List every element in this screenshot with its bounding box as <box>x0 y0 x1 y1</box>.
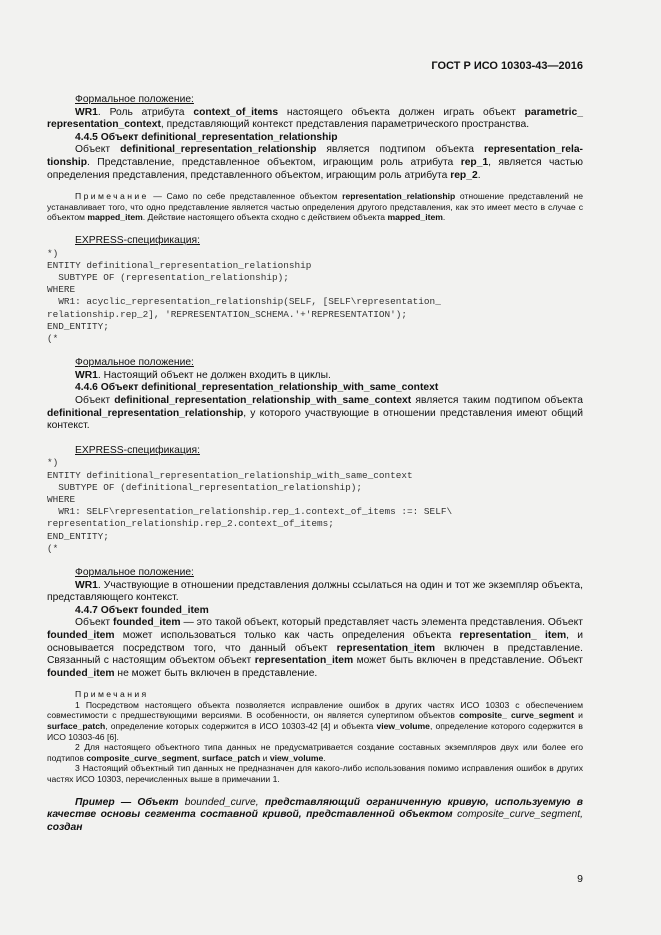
section-4-4-7-title: 4.4.7 Объект founded_item <box>75 604 209 616</box>
section-4-4-5-title: 4.4.5 Объект definitional_representation_relationship <box>75 131 338 143</box>
page-content <box>47 94 583 834</box>
express-heading-2: EXPRESS-спецификация: <box>75 444 200 456</box>
section-4-4-5-text: Объект definitional_representation_relationship является подтипом объекта representation_relationship. Представление, представленное объектом, играющим роль атрибута rep_1, является частью определения представления, представленного объектом, играющим роль атрибута rep_2. <box>47 144 583 181</box>
note-item-1: 1 Посредством настоящего объекта позволяется исправление ошибок в других частях ИСО 10303 с обеспечением совместимости с предшествующими версиями. В особенности, он является супертипом объектов composite_ curve_segment и surface_patch, определение которых содержится в ИСО 10303-42 [4] и объекта view_volume, определение которого содержится в ИСО 10303-46 [6]. <box>47 699 583 742</box>
section-4-4-6-title: 4.4.6 Объект definitional_representation_relationship_with_same_context <box>75 382 439 394</box>
note-1: Примечание — Само по себе представленное объектом representation_relationship отношение представлений не устанавливает того, что одно представление является частью определения другого представления, как это имеет место в случае с объектом mapped_item. Действие настоящего объекта сходно с действием объекта mapped_item. <box>47 191 583 223</box>
note-item-2: 2 Для настоящего объектного типа данных не предусматривается создание составных экземпляров двух или более его подтипов composite_curve_segment, surface_patch и view_volume. <box>47 742 583 763</box>
formal-text-2: WR1. Настоящий объект не должен входить в циклы. <box>75 369 331 381</box>
example-text: Пример — Объект bounded_curve, представляющий ограниченную кривую, используемую в качестве основы сегмента составной кривой, представленной объектом composite_curve_segment, создан <box>47 796 583 833</box>
document-header: ГОСТ Р ИСО 10303-43—2016 <box>431 60 583 72</box>
formal-text-1: WR1. Роль атрибута context_of_items настоящего объекта должен играть объект parametric_ representation_context, представляющий контекст представления параметрического пространства. <box>47 106 583 131</box>
page-number: 9 <box>577 873 583 885</box>
section-4-4-7-text: Объект founded_item — это такой объект, который представляет часть элемента представления. Объект founded_item может использоваться только как часть определения объекта representation_ item, и основывается посредством того, что данный объект representation_item включен в представление. Связанный с настоящим объектом объект representation_item может быть включен в представление. Объект founded_item не может быть включен в представление. <box>47 617 584 679</box>
note-item-3: 3 Настоящий объектный тип данных не предназначен для какого-либо использования помимо исправления ошибок в других частях ИСО 10303, перечисленных выше в примечании 1. <box>47 763 583 785</box>
express-heading-1: EXPRESS-спецификация: <box>75 234 200 246</box>
formal-heading-2: Формальное положение: <box>75 357 194 369</box>
formal-heading-1: Формальное положение: <box>75 94 194 105</box>
section-4-4-6-text: Объект definitional_representation_relationship_with_same_context является таким подтипом объекта definitional_representation_relationship, у которого участвующие в отношении представления имеют общий контекст. <box>47 394 583 432</box>
notes-label: Примечания <box>75 689 149 700</box>
formal-heading-3: Формальное положение: <box>75 566 194 578</box>
express-code-2: *) ENTITY definitional_representation_relationship_with_same_context SUBTYPE OF (definitional_representation_relationship); WHERE WR1: SELF\representation_relationship.rep_1.context_of_items :=: SELF\ representation_relationship.rep_2.context_of_items; END_ENTITY; (* <box>47 457 453 554</box>
express-code-1: *) ENTITY definitional_representation_relationship SUBTYPE OF (representation_relationship); WHERE WR1: acyclic_representation_relationship(SELF, [SELF\representation_ relationship.rep_2], 'REPRESENTATION_SCHEMA.'+'REPRESENTATION'); END_ENTITY; (* <box>47 247 441 344</box>
formal-text-3: WR1. Участвующие в отношении представления должны ссылаться на один и тот же экземпляр объекта, представляющего контекст. <box>47 579 583 604</box>
